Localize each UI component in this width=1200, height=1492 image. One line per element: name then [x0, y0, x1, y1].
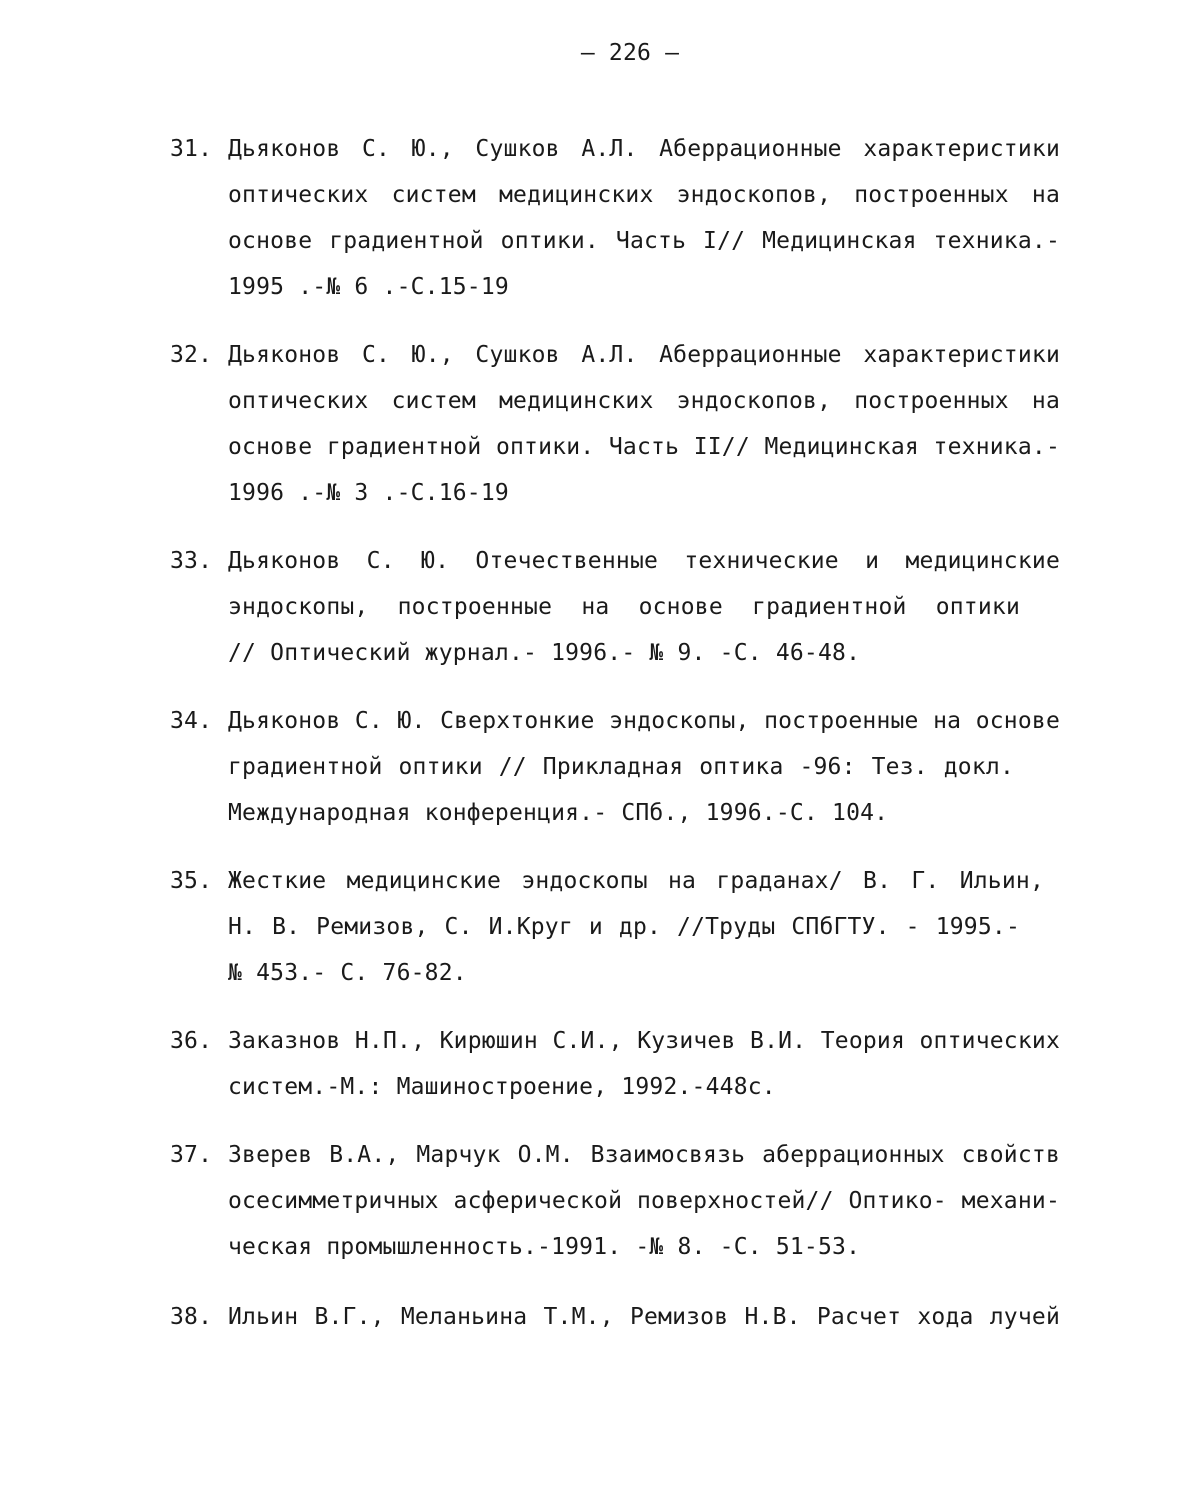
reference-number: 35. — [170, 868, 213, 894]
reference-line: градиентной оптики // Прикладная оптика -96: Тез. докл. — [228, 754, 1014, 780]
reference-number: 33. — [170, 548, 213, 574]
reference-number: 37. — [170, 1142, 213, 1168]
reference-line: Ильин В.Г., Меланьина Т.М., Ремизов Н.В. Расчет хода лучей — [228, 1304, 1060, 1330]
reference-line: Заказнов Н.П., Кирюшин С.И., Кузичев В.И. Теория оптических — [228, 1028, 1060, 1054]
reference-line: // Оптический журнал.- 1996.- № 9. -С. 46-48. — [228, 640, 861, 666]
reference-line: Дьяконов С. Ю., Сушков А.Л. Аберрационные характеристики — [228, 136, 1060, 162]
reference-number: 34. — [170, 708, 213, 734]
reference-number: 31. — [170, 136, 213, 162]
reference-line: Дьяконов С. Ю., Сушков А.Л. Аберрационные характеристики — [228, 342, 1060, 368]
reference-line: Н. В. Ремизов, С. И.Круг и др. //Труды СПбГТУ. - 1995.- — [228, 914, 1020, 940]
reference-number: 36. — [170, 1028, 213, 1054]
reference-line: Зверев В.А., Марчук О.М. Взаимосвязь аберрационных свойств — [228, 1142, 1060, 1168]
reference-line: основе градиентной оптики. Часть I// Медицинская техника.- — [228, 228, 1060, 254]
reference-line: 1995 .-№ 6 .-С.15-19 — [228, 274, 509, 300]
reference-line: оптических систем медицинских эндоскопов, построенных на — [228, 182, 1060, 208]
reference-line: Международная конференция.- СПб., 1996.-С. 104. — [228, 800, 889, 826]
reference-number: 32. — [170, 342, 213, 368]
reference-line: систем.-М.: Машиностроение, 1992.-448с. — [228, 1074, 776, 1100]
reference-line: ческая промышленность.-1991. -№ 8. -С. 51-53. — [228, 1234, 861, 1260]
page-number: – 226 – — [580, 40, 680, 66]
reference-line: осесимметричных асферической поверхностей// Оптико- механи- — [228, 1188, 1060, 1214]
reference-line: 1996 .-№ 3 .-С.16-19 — [228, 480, 509, 506]
reference-line: оптических систем медицинских эндоскопов, построенных на — [228, 388, 1060, 414]
reference-line: основе градиентной оптики. Часть II// Медицинская техника.- — [228, 434, 1060, 460]
reference-line: эндоскопы, построенные на основе градиентной оптики — [228, 594, 1020, 620]
reference-line: № 453.- С. 76-82. — [228, 960, 467, 986]
reference-number: 38. — [170, 1304, 213, 1330]
reference-line: Дьяконов С. Ю. Отечественные технические и медицинские — [228, 548, 1060, 574]
reference-line: Дьяконов С. Ю. Сверхтонкие эндоскопы, построенные на основе — [228, 708, 1060, 734]
reference-line: Жесткие медицинские эндоскопы на граданах/ В. Г. Ильин, — [228, 868, 1044, 894]
